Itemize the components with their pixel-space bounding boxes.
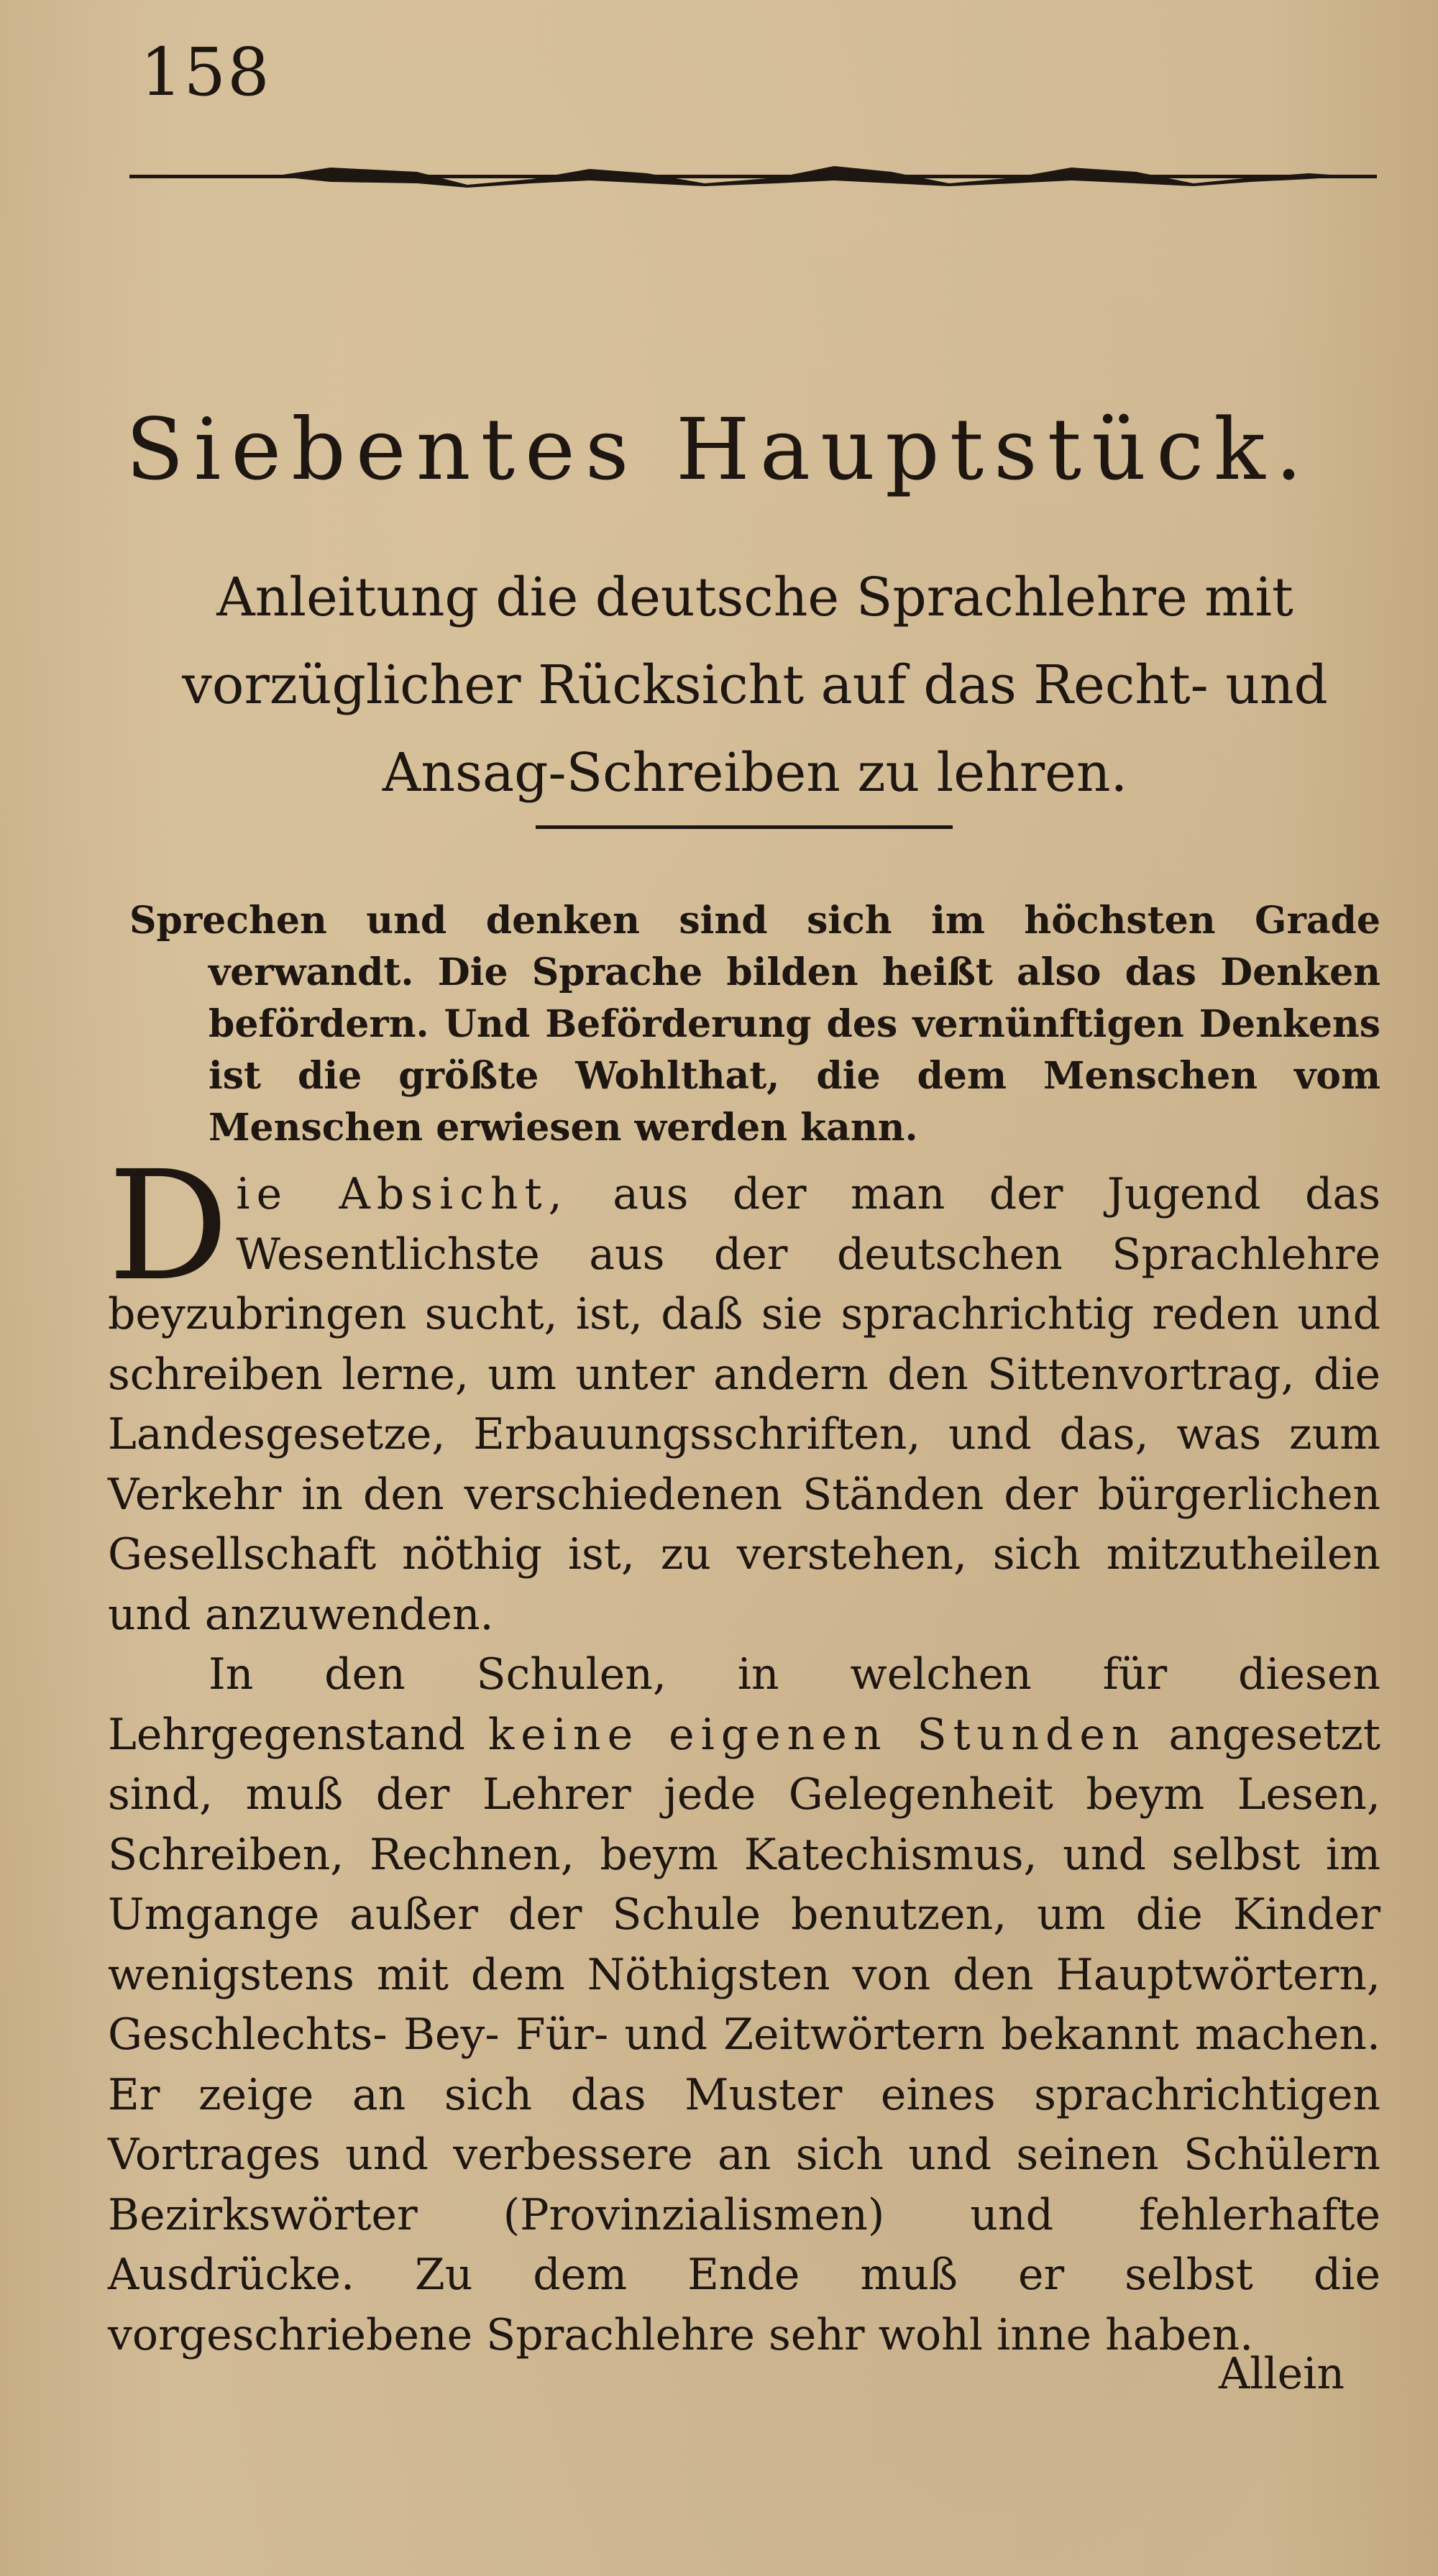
emphasized-text: keine eigenen Stunden bbox=[487, 1709, 1146, 1760]
chapter-motto: Sprechen und denken sind sich im höchsten Grade verwandt. Die Sprache bilden heißt also das Denken befördern. Und Beförderung des vernünftigen Denkens ist die größte Wohlthat, die dem Menschen vom Menschen erwiesen werden kann. bbox=[129, 899, 1380, 1150]
emphasized-text: ie Absicht, bbox=[236, 1169, 569, 1219]
paragraph-1 bbox=[108, 1138, 1380, 1645]
body-text bbox=[108, 1138, 1380, 2365]
catchword: Allein bbox=[1218, 2349, 1345, 2399]
chapter-subtitle: Anleitung die deutsche Sprachlehre mit vorzüglicher Rücksicht auf das Recht- und Ansag-Schreiben zu lehren. bbox=[182, 567, 1328, 804]
paragraph-1-text: aus der man der Jugend das Wesentlichste aus der deutschen Sprachlehre beyzubringen sucht, ist, daß sie sprachrichtig reden und schreiben lerne, um unter andern den Sittenvortrag, die Landesgesetze, Erbauungsschriften, und das, was zum Verkehr in den verschiedenen Ständen der bürgerlichen Gesellschaft nöthig ist, zu verstehen, sich mitzutheilen und anzuwenden. bbox=[108, 1169, 1380, 1640]
page-number: 158 bbox=[140, 34, 271, 111]
section-divider bbox=[536, 825, 953, 829]
drop-cap: D bbox=[108, 1138, 229, 1314]
chapter-title: Siebentes Hauptstück. bbox=[125, 400, 1313, 499]
ornamental-header-rule bbox=[129, 162, 1377, 191]
paragraph-2-text: angesetzt sind, muß der Lehrer jede Gelegenheit beym Lesen, Schreiben, Rechnen, beym Katechismus, und selbst im Umgange außer der Schule benutzen, um die Kinder wenigstens mit dem Nöthigsten von den Hauptwörtern, Geschlechts- Bey- Für- und Zeitwörtern bekannt machen. Er zeige an sich das Muster eines sprachrichtigen Vortrages und verbessere an sich und seinen Schülern Bezirkswörter (Provinzialismen) und fehlerhafte Ausdrücke. Zu dem Ende muß er selbst die vorgeschriebene Sprachlehre sehr wohl inne haben. bbox=[108, 1709, 1380, 2360]
paragraph-2-start: In den Schulen, in welchen für diesen Lehrgegenstand bbox=[108, 1649, 1380, 1760]
paragraph-2 bbox=[108, 1645, 1380, 2365]
